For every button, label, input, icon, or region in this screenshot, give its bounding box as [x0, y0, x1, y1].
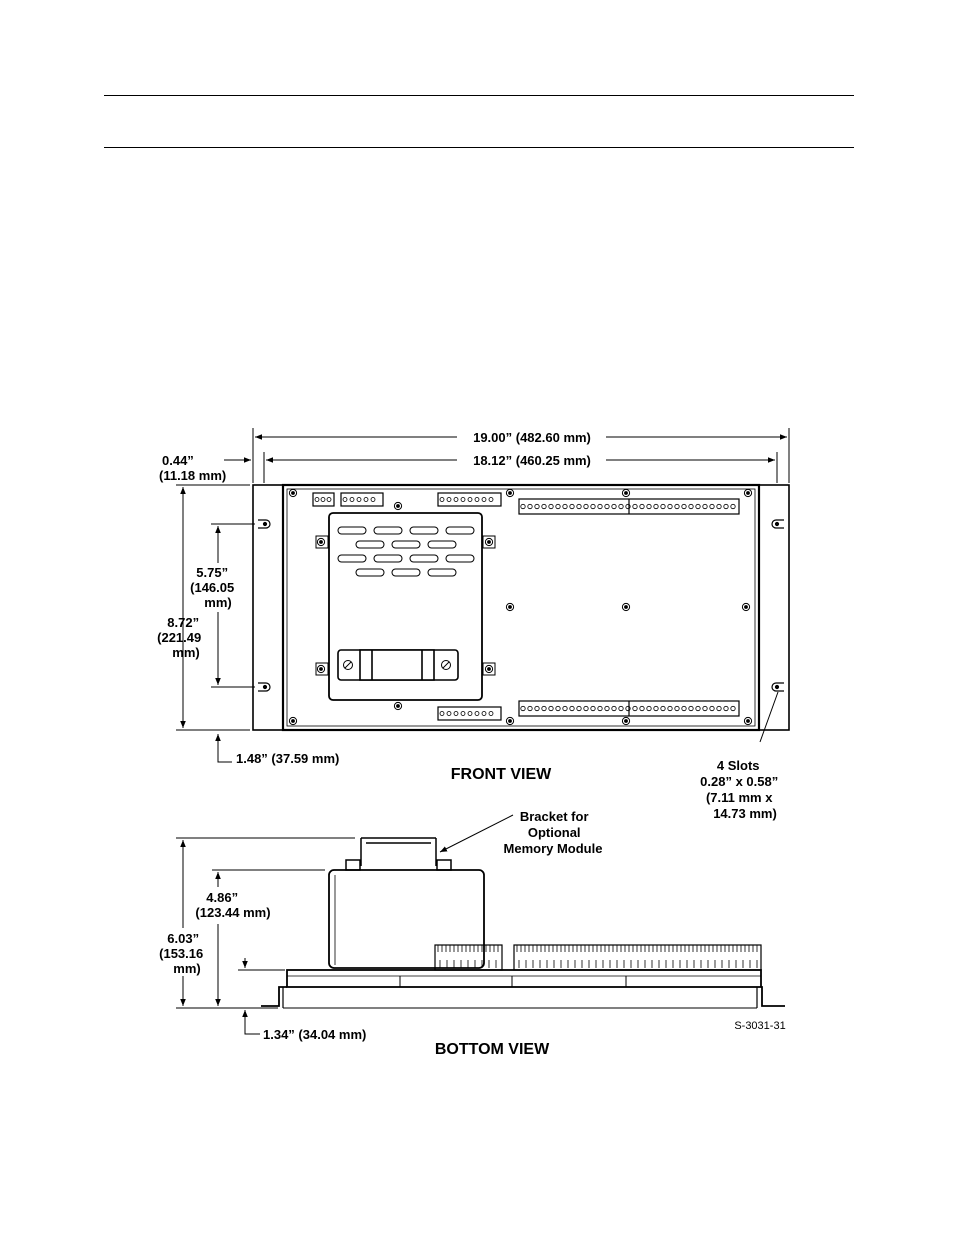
- terminal-pin: [570, 706, 574, 710]
- terminal-pin: [661, 706, 665, 710]
- terminal-pin: [468, 498, 472, 502]
- slot-spacing-label: 5.75” (146.05 mm): [190, 565, 235, 610]
- terminal-pins: [315, 498, 735, 716]
- terminal-pin: [528, 504, 532, 508]
- bottom-view: [176, 815, 785, 1034]
- terminal-pin: [696, 504, 700, 508]
- terminal-pin: [475, 712, 479, 716]
- terminal-pin: [440, 498, 444, 502]
- terminal-pin: [475, 498, 479, 502]
- base-plate: [287, 970, 761, 987]
- left-rack-ear: [253, 485, 283, 730]
- terminal-pin: [535, 706, 539, 710]
- total-height-label: 6.03” (153.16 mm): [159, 931, 204, 976]
- side-offset-label: 0.44” (11.18 mm): [159, 453, 227, 483]
- side-terminal-block-small: [435, 945, 502, 970]
- terminal-pin: [682, 504, 686, 508]
- terminal-pin: [461, 712, 465, 716]
- terminal-pin: [556, 504, 560, 508]
- module-height-label: 4.86” (123.44 mm): [195, 890, 271, 920]
- side-terminal-pins: [438, 945, 757, 968]
- terminal-pin: [675, 504, 679, 508]
- front-view: [176, 428, 789, 762]
- terminal-pin: [598, 706, 602, 710]
- terminal-pin: [454, 712, 458, 716]
- terminal-pin: [563, 706, 567, 710]
- terminal-pin: [640, 504, 644, 508]
- terminal-pin: [447, 498, 451, 502]
- figure-id: S-3031-31: [734, 1020, 786, 1032]
- terminal-pin: [371, 498, 375, 502]
- terminal-pin: [633, 504, 637, 508]
- terminal-pin: [528, 706, 532, 710]
- terminal-pin: [682, 706, 686, 710]
- panel-screws: [289, 489, 751, 724]
- right-rack-ear: [759, 485, 789, 730]
- terminal-pin: [447, 712, 451, 716]
- inner-width-label: 18.12” (460.25 mm): [473, 453, 591, 468]
- terminal-pin: [556, 706, 560, 710]
- terminal-pin: [731, 504, 735, 508]
- terminal-pin: [640, 706, 644, 710]
- terminal-pin: [668, 706, 672, 710]
- side-terminal-block-large: [514, 945, 761, 970]
- terminal-pin: [675, 706, 679, 710]
- terminal-pin: [612, 504, 616, 508]
- terminal-pin: [703, 706, 707, 710]
- terminal-pin: [605, 706, 609, 710]
- terminal-pin: [584, 706, 588, 710]
- terminal-pin: [703, 504, 707, 508]
- terminal-pin: [468, 712, 472, 716]
- terminal-pin: [619, 706, 623, 710]
- bottom-view-title: BOTTOM VIEW: [434, 1041, 550, 1058]
- module-housing-side: [329, 870, 484, 968]
- terminal-pin: [482, 712, 486, 716]
- terminal-pin: [327, 498, 331, 502]
- bottom-dimensions: [176, 815, 513, 1034]
- terminal-pin: [710, 504, 714, 508]
- vent-slots: [338, 527, 474, 576]
- terminal-pin: [612, 706, 616, 710]
- bracket-note: Bracket for Optional Memory Module: [503, 809, 603, 856]
- terminal-pin: [535, 504, 539, 508]
- terminal-pin: [315, 498, 319, 502]
- terminal-pin: [724, 706, 728, 710]
- terminal-pin: [605, 504, 609, 508]
- mounting-flange: [261, 987, 785, 1006]
- terminal-pin: [696, 706, 700, 710]
- terminal-pin: [661, 504, 665, 508]
- terminal-pin: [549, 504, 553, 508]
- terminal-pin: [563, 504, 567, 508]
- terminal-pin: [440, 712, 444, 716]
- terminal-pin: [549, 706, 553, 710]
- terminal-pin: [521, 504, 525, 508]
- terminal-pin: [689, 706, 693, 710]
- bottom-offset-label: 1.48” (37.59 mm): [236, 751, 340, 766]
- overall-width-label: 19.00” (482.60 mm): [473, 430, 591, 445]
- terminal-pin: [668, 504, 672, 508]
- terminal-pin: [633, 706, 637, 710]
- terminal-pin: [577, 504, 581, 508]
- terminal-pin: [357, 498, 361, 502]
- terminal-pin: [689, 504, 693, 508]
- terminal-pin: [647, 706, 651, 710]
- terminal-pin: [461, 498, 465, 502]
- terminal-pin: [647, 504, 651, 508]
- bottom-bracket: [346, 838, 451, 870]
- terminal-pin: [619, 504, 623, 508]
- terminal-pin: [654, 504, 658, 508]
- terminal-pin: [350, 498, 354, 502]
- front-view-title: FRONT VIEW: [450, 766, 552, 783]
- terminal-pin: [710, 706, 714, 710]
- terminal-pin: [717, 504, 721, 508]
- terminal-pin: [724, 504, 728, 508]
- terminal-pin: [489, 712, 493, 716]
- terminal-pin: [570, 504, 574, 508]
- terminal-pin: [591, 706, 595, 710]
- terminal-pin: [454, 498, 458, 502]
- slots-note: 4 Slots 0.28” x 0.58” (7.11 mm x 14.73 mm): [700, 758, 779, 821]
- terminal-pin: [482, 498, 486, 502]
- terminal-pin: [584, 504, 588, 508]
- terminal-pin: [731, 706, 735, 710]
- flange-offset-label: 1.34” (34.04 mm): [263, 1027, 367, 1042]
- terminal-pin: [542, 504, 546, 508]
- mounting-slots: [258, 520, 784, 691]
- terminal-pin: [591, 504, 595, 508]
- terminal-pin: [598, 504, 602, 508]
- terminal-pin: [489, 498, 493, 502]
- terminal-pin: [343, 498, 347, 502]
- overall-height-label: 8.72” (221.49 mm): [157, 615, 202, 660]
- terminal-pin: [364, 498, 368, 502]
- memory-bracket: [338, 650, 458, 680]
- terminal-pin: [717, 706, 721, 710]
- terminal-pin: [542, 706, 546, 710]
- terminal-pin: [321, 498, 325, 502]
- front-panel: [283, 485, 759, 730]
- terminal-pin: [577, 706, 581, 710]
- terminal-pin: [521, 706, 525, 710]
- terminal-pin: [654, 706, 658, 710]
